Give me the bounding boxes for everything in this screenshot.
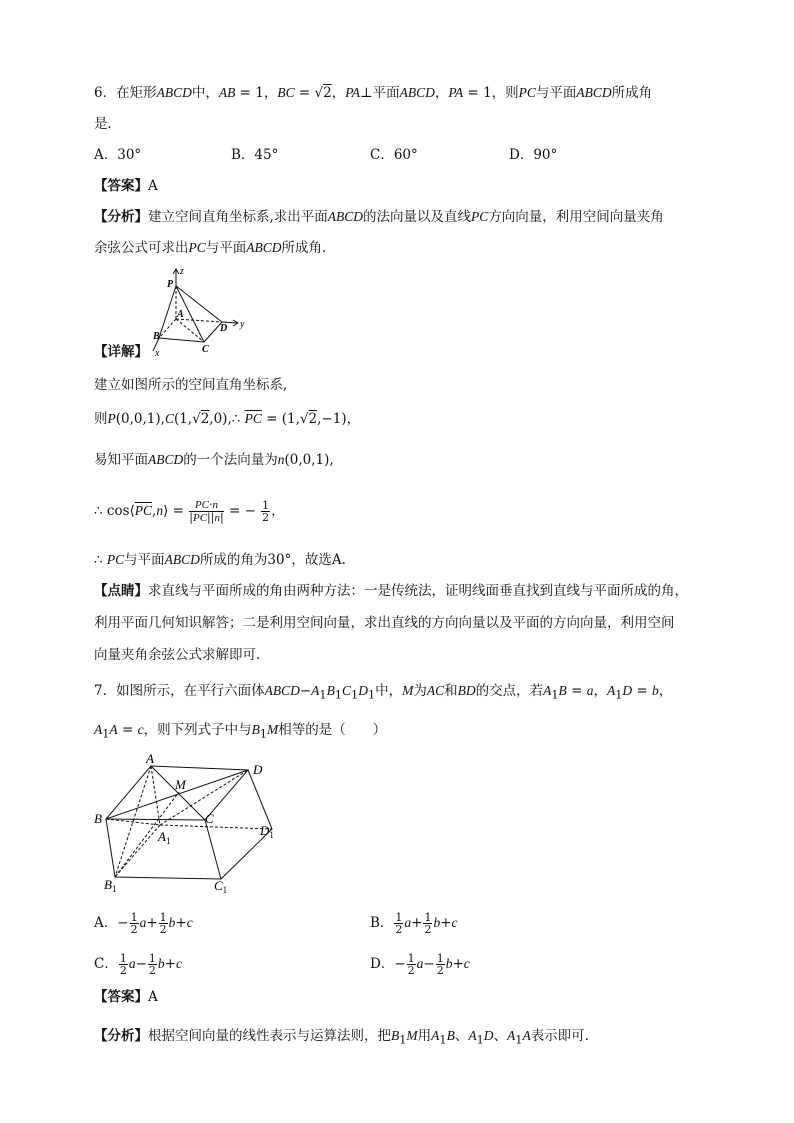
q7-analysis: 【分析】根据空间向量的线性表示与运算法则，把$B_1M$用$A_1B$、$A_1D$、$A_1A$表示即可． — [94, 1028, 599, 1047]
q7-fig-label-a1 — [157, 829, 170, 846]
q6-stem-line2: 是． — [94, 116, 121, 132]
q6-analysis-line2: 余弦公式可求出PC与平面ABCD所成角. — [94, 240, 327, 256]
q7-fig-d1-sub: 1 — [269, 830, 274, 840]
q6-option-d: D．90° — [509, 147, 558, 163]
q7-parallelepiped-figure — [88, 752, 288, 897]
q6-answer-value: A — [148, 178, 158, 194]
q6-detail-line2: 则P(0,0,1),C(1,√2,0),∴ $\overline{PC} = (1,√2,-1)$， — [94, 411, 361, 427]
q7-option-d: D．− $\frac{1}{2}$ a− $\frac{1}{2}$ b+c — [370, 952, 470, 977]
q6-detail-tag: 【详解】 — [94, 344, 148, 360]
q7-option-a: A．− $\frac{1}{2}$ a+ $\frac{1}{2}$ b+c — [94, 911, 193, 936]
q7-fig-label-d: D — [253, 762, 263, 777]
q6-fig-label-p: P — [167, 279, 174, 290]
q7-option-c: C． $\frac{1}{2}$ a− $\frac{1}{2}$ b+c — [94, 952, 182, 977]
q6-detail-line3: 易知平面ABCD的一个法向量为n(0,0,1), — [94, 452, 334, 468]
q6-fig-label-z: z — [180, 266, 184, 277]
q7-fig-label-b: B — [94, 811, 102, 826]
q6-option-b: B．45° — [231, 147, 279, 163]
q7-answer-tag: 【答案】 — [94, 989, 148, 1005]
q7-fig-c1-letter: C — [214, 878, 223, 893]
q7-stem-line2: $A_1A = c$，则下列式子中与$B_1M$相等的是（ ） — [94, 722, 387, 741]
q6-analysis-tag: 【分析】 — [94, 209, 148, 225]
q7-fig-a1-sub: 1 — [165, 836, 171, 846]
q7-analysis-tag: 【分析】 — [94, 1028, 148, 1044]
q7-fig-a1-letter: A — [158, 829, 166, 844]
q6-fig-label-a: A — [177, 309, 184, 320]
q7-answer — [94, 988, 158, 1006]
q6-comment-line1: 【点睛】求直线与平面所成的角由两种方法：一是传统法，证明线面垂直找到直线与平面所成的角， — [94, 583, 688, 599]
q6-half-fraction: $\frac{1}{2}$ — [262, 499, 270, 524]
q7-answer-value: A — [148, 989, 158, 1005]
q6-cos-fraction: $\frac{PC\cdot n}{|PC||n|}$ — [189, 498, 224, 524]
q6-comment-line3: 向量夹角余弦公式求解即可. — [94, 647, 261, 663]
q6-answer-tag: 【答案】 — [94, 178, 148, 194]
q7-fig-d1-letter: D — [260, 823, 270, 838]
q7-option-b: B． $\frac{1}{2}$ a+ $\frac{1}{2}$ b+c — [370, 911, 458, 936]
q6-detail-tag-line — [94, 343, 148, 361]
q7-fig-label-a: A — [146, 752, 154, 766]
q6-fig-label-y: y — [240, 319, 245, 330]
q6-detail-line1: 建立如图所示的空间直角坐标系, — [94, 377, 288, 393]
q6-stem-line1: 6．在矩形ABCD中，AB = 1，BC = √2，PA⊥平面ABCD，PA = 1，则PC与平面ABCD所成角 — [94, 85, 653, 101]
q6-option-c: C．60° — [370, 147, 418, 163]
q7-fig-label-b1 — [104, 877, 116, 894]
q6-fig-label-x: x — [155, 348, 160, 359]
q6-fig-label-c: C — [202, 344, 209, 355]
q7-stem-line1: 7．如图所示，在平行六面体$ABCD-A_1B_1C_1D_1$中，M为AC和BD的交点，若$A_1B = a$，$A_1D = b$， — [94, 683, 673, 702]
q7-fig-label-c: C — [205, 811, 214, 826]
q6-fig-label-b: B — [153, 331, 160, 342]
q6-comment-tag: 【点睛】 — [94, 583, 148, 599]
q7-fig-c1-sub: 1 — [222, 885, 228, 895]
q6-comment-line2: 利用平面几何知识解答；二是利用空间向量，求出直线的方向向量以及平面的方向向量，利用空间 — [94, 615, 675, 631]
q6-pyramid-figure — [140, 264, 260, 360]
q6-analysis-line1: 【分析】建立空间直角坐标系,求出平面ABCD的法向量以及直线PC方向向量，利用空间向量夹角 — [94, 209, 664, 225]
q7-fig-label-c1 — [214, 878, 227, 895]
q6-fig-label-d: D — [220, 323, 228, 334]
q7-fig-b1-sub: 1 — [111, 884, 117, 894]
q7-fig-b1-letter: B — [104, 877, 112, 892]
q6-detail-line5: ∴ PC与平面ABCD所成的角为30°，故选A. — [94, 552, 346, 568]
q6-detail-line4: ∴ $\cos⟨\overline{PC},n⟩$ = $\frac{PC\cdot n}{|PC||n|}$ = − $\frac{1}{2}$ ， — [94, 498, 285, 524]
q6-answer — [94, 177, 158, 195]
q7-fig-label-d1 — [259, 823, 274, 840]
q7-fig-label-m: M — [175, 777, 186, 792]
q6-option-a: A．30° — [94, 147, 142, 163]
